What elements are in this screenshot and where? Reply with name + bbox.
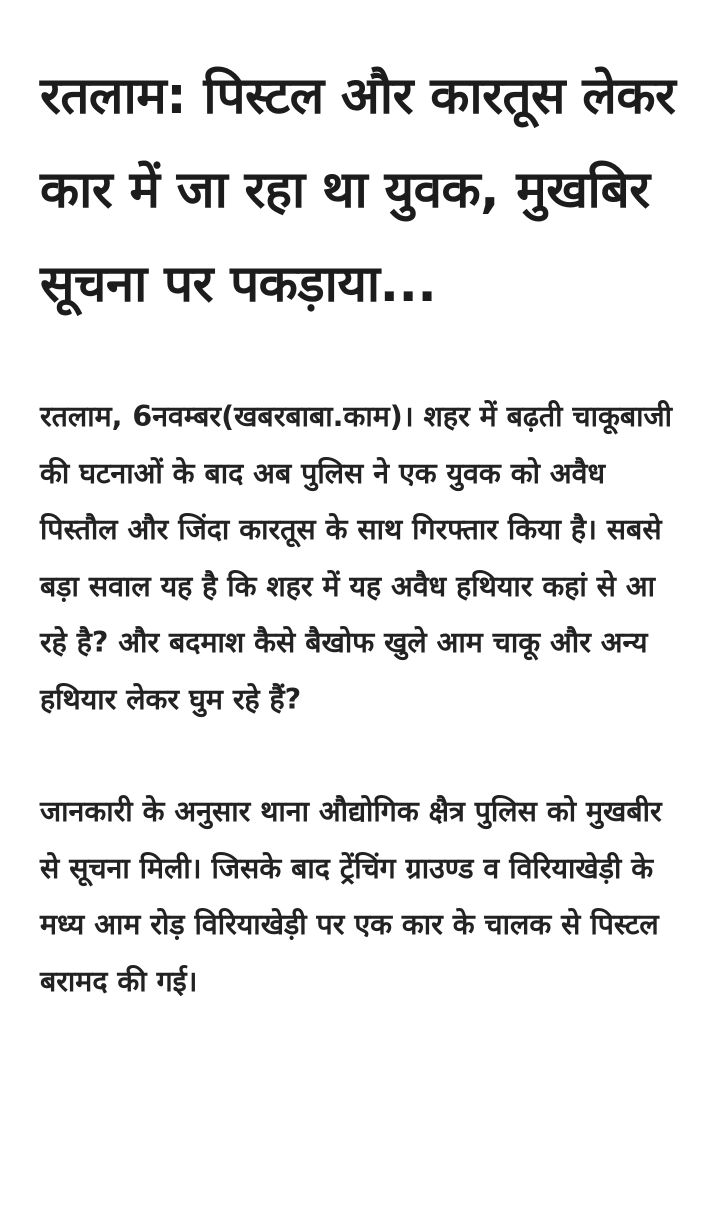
article-headline: रतलाम: पिस्टल और कारतूस लेकर कार में जा रहा था युवक, मुखबिर सूचना पर पकड़ाया... (40, 67, 676, 314)
article-paragraph-2: जानकारी के अनुसार थाना औद्योगिक क्षैत्र पुलिस को मुखबीर से सूचना मिली। जिसके बाद ट्रेंचिंग ग्राउण्ड व विरियाखेड़ी के मध्य आम रोड़ विरियाखेड़ी पर एक कार के चालक से पिस्टल बरामद की गई। (40, 795, 662, 998)
article-paragraph-1: रतलाम, 6नवम्बर(खबरबाबा.काम)। शहर में बढ़ती चाकूबाजी की घटनाओं के बाद अब पुलिस ने एक युवक को अवैध पिस्तौल और जिंदा कारतूस के साथ गिरफ्तार किया है। सबसे बड़ा सवाल यह है कि शहर में यह अवैध हथियार कहां से आ रहे है? और बदमाश कैसे बैखोफ खुले आम चाकू और अन्य हथियार लेकर घुम रहे हैं? (40, 400, 673, 716)
